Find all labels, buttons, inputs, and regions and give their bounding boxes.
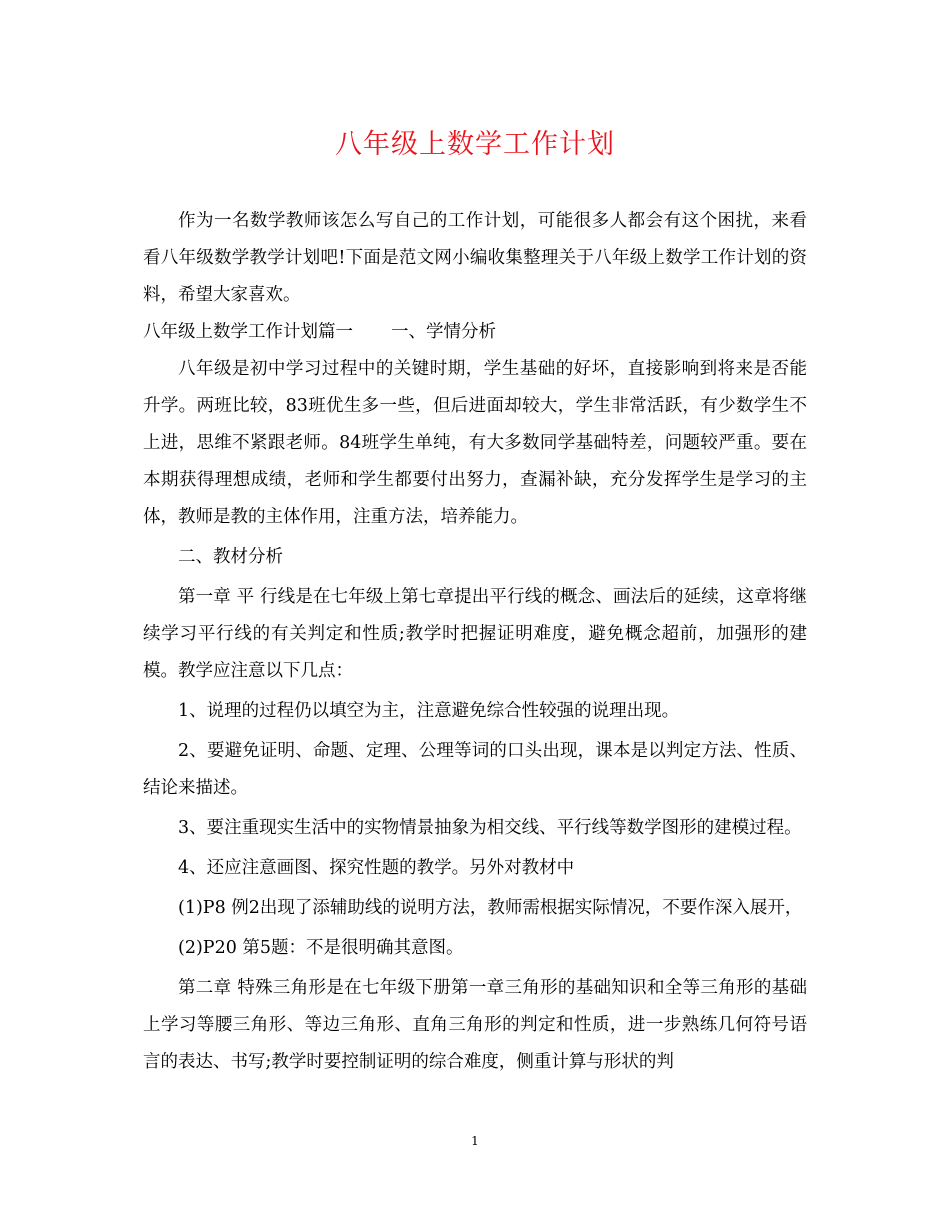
list-item-3: 3、要注重现实生活中的实物情景抽象为相交线、平行线等数学图形的建模过程。 <box>178 818 802 838</box>
list-item-1: 1、说理的过程仍以填空为主，注意避免综合性较强的说理出现。 <box>178 701 680 721</box>
section-heading-2: 二、教材分析 <box>178 547 283 567</box>
document-body <box>143 203 807 1081</box>
sub-item-2: (2)P20 第5题：不是很明确其意图。 <box>178 938 464 958</box>
paragraph-chapter-two: 第二章 特殊三角形是在七年级下册第一章三角形的基础知识和全等三角形的基础上学习等腰三角形、等边三角形、直角三角形的判定和性质，进一步熟练几何符号语言的表达、书写;教学时要控制证明的综合难度，侧重计算与形状的判 <box>143 978 807 1072</box>
paragraph-student-analysis: 八年级是初中学习过程中的关键时期，学生基础的好坏，直接影响到将来是否能升学。两班比较，83班优生多一些，但后进面却较大，学生非常活跃，有少数学生不上进，思维不紧跟老师。84班学生单纯，有大多数同学基础特差，问题较严重。要在本期获得理想成绩，老师和学生都要付出努力，查漏补缺，充分发挥学生是学习的主体，教师是教的主体作用，注重方法，培养能力。 <box>143 359 807 527</box>
sub-item-1: (1)P8 例2出现了添辅助线的说明方法，教师需根据实际情况，不要作深入展开， <box>178 898 803 918</box>
section-heading-line <box>143 314 807 351</box>
plan-heading: 八年级上数学工作计划篇一 <box>143 322 353 342</box>
list-item-2: 2、要避免证明、命题、定理、公理等词的口头出现，课本是以判定方法、性质、结论来描述。 <box>143 741 807 798</box>
section-heading-1: 一、学情分析 <box>391 322 496 342</box>
document-title: 八年级上数学工作计划 <box>335 129 615 160</box>
paragraph-chapter-one: 第一章 平 行线是在七年级上第七章提出平行线的概念、画法后的延续，这章将继续学习平行线的有关判定和性质;教学时把握证明难度，避免概念超前，加强形的建模。教学应注意以下几点： <box>143 587 807 681</box>
list-item-4: 4、还应注意画图、探究性题的教学。另外对教材中 <box>178 858 575 878</box>
page-number: 1 <box>471 1134 479 1148</box>
intro-paragraph: 作为一名数学教师该怎么写自己的工作计划，可能很多人都会有这个困扰，来看看八年级数学教学计划吧!下面是范文网小编收集整理关于八年级上数学工作计划的资料，希望大家喜欢。 <box>143 211 807 305</box>
